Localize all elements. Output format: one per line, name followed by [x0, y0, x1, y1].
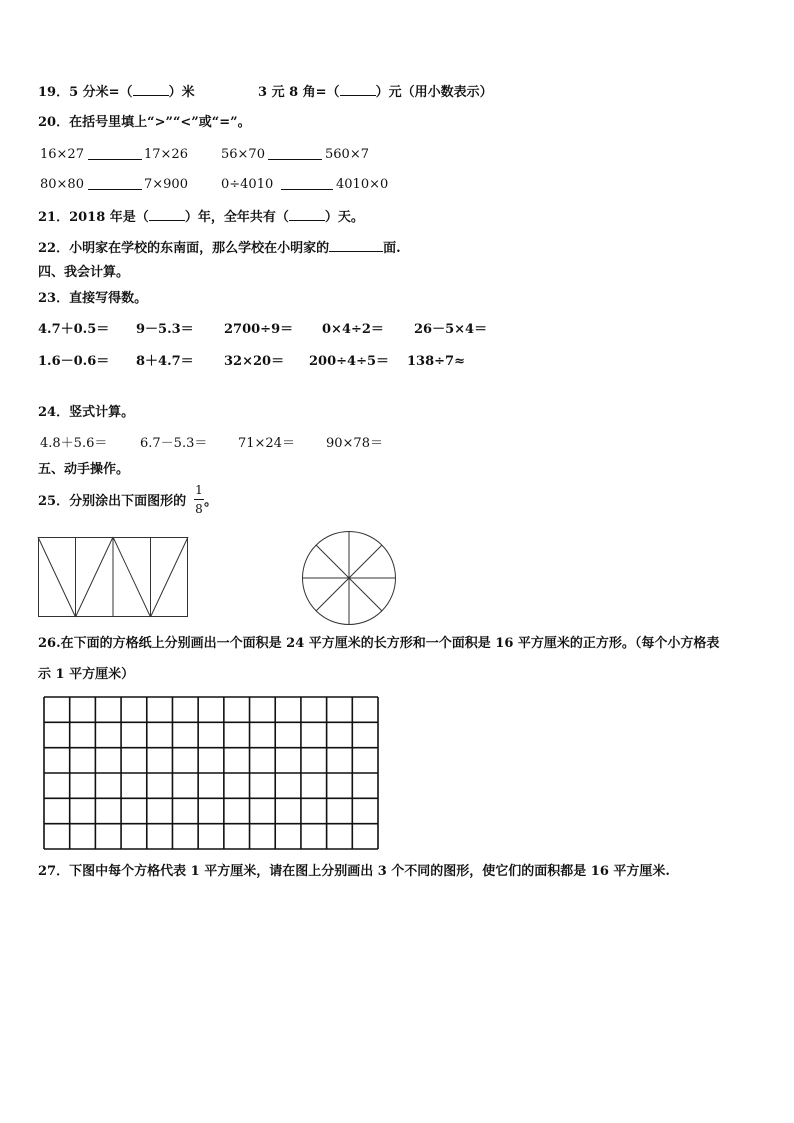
- compare-right: 560×7: [325, 147, 369, 162]
- question-24: 24．竖式计算。: [38, 405, 135, 420]
- circle-figure[interactable]: [301, 530, 397, 626]
- grid-paper[interactable]: [43, 696, 379, 850]
- question-22: 22．小明家在学校的东南面，那么学校在小明家的 面.: [38, 238, 401, 258]
- compare-right: 7×900: [144, 177, 188, 192]
- fraction-denominator: 8: [195, 502, 203, 516]
- answer-blank[interactable]: [88, 176, 142, 190]
- question-26-line2: 示 1 平方厘米）: [38, 667, 135, 682]
- calc-item: 2700÷9＝: [224, 322, 294, 337]
- answer-blank[interactable]: [289, 207, 325, 221]
- fraction-bar: [194, 499, 204, 500]
- vertical-calc-item: 90×78＝: [326, 436, 383, 451]
- calc-item: 200÷4÷5＝: [309, 354, 390, 369]
- question-27: 27．下图中每个方格代表 1 平方厘米，请在图上分别画出 3 个不同的图形，使它们的面积都是 16 平方厘米.: [38, 864, 670, 879]
- answer-blank[interactable]: [268, 146, 322, 160]
- vertical-calc-item: 71×24＝: [238, 436, 295, 451]
- calc-item: 1.6－0.6＝: [38, 354, 110, 369]
- answer-blank[interactable]: [340, 82, 376, 96]
- section-heading-4: 四、我会计算。: [38, 265, 130, 280]
- calc-item: 138÷7≈: [407, 354, 465, 369]
- compare-right: 17×26: [144, 147, 188, 162]
- answer-blank[interactable]: [88, 146, 142, 160]
- calc-item: 32×20＝: [224, 354, 285, 369]
- compare-right: 4010×0: [336, 177, 389, 192]
- question-19-part2: 3 元 8 角=（ ）元（用小数表示）: [258, 82, 493, 102]
- answer-blank[interactable]: [133, 82, 169, 96]
- answer-blank[interactable]: [149, 207, 185, 221]
- calc-item: 8＋4.7＝: [136, 354, 194, 369]
- compare-left: 16×27: [40, 147, 84, 162]
- compare-left: 56×70: [221, 147, 265, 162]
- question-20: 20．在括号里填上“>”“<”或“=”。: [38, 115, 251, 130]
- question-26-line1: 26.在下面的方格纸上分别画出一个面积是 24 平方厘米的长方形和一个面积是 16 平方厘米的正方形。（每个小方格表: [38, 636, 720, 651]
- question-25: 25．分别涂出下面图形的 。: [38, 494, 218, 509]
- question-19: 19．5 分米=（ ）米: [38, 82, 195, 102]
- question-23: 23．直接写得数。: [38, 291, 148, 306]
- answer-blank[interactable]: [281, 176, 333, 190]
- section-heading-5: 五、动手操作。: [38, 462, 130, 477]
- question-21: 21．2018 年是（ ）年，全年共有（ ）天。: [38, 207, 364, 227]
- compare-left: 0÷4010: [221, 177, 274, 192]
- calc-item: 4.7＋0.5＝: [38, 322, 110, 337]
- answer-blank[interactable]: [329, 238, 383, 252]
- calc-item: 26－5×4＝: [414, 322, 488, 337]
- rectangle-figure[interactable]: [38, 537, 188, 617]
- vertical-calc-item: 4.8＋5.6＝: [40, 436, 108, 451]
- fraction-numerator: 1: [195, 483, 203, 497]
- calc-item: 0×4÷2＝: [322, 322, 384, 337]
- calc-item: 9－5.3＝: [136, 322, 194, 337]
- compare-left: 80×80: [40, 177, 84, 192]
- vertical-calc-item: 6.7－5.3＝: [140, 436, 208, 451]
